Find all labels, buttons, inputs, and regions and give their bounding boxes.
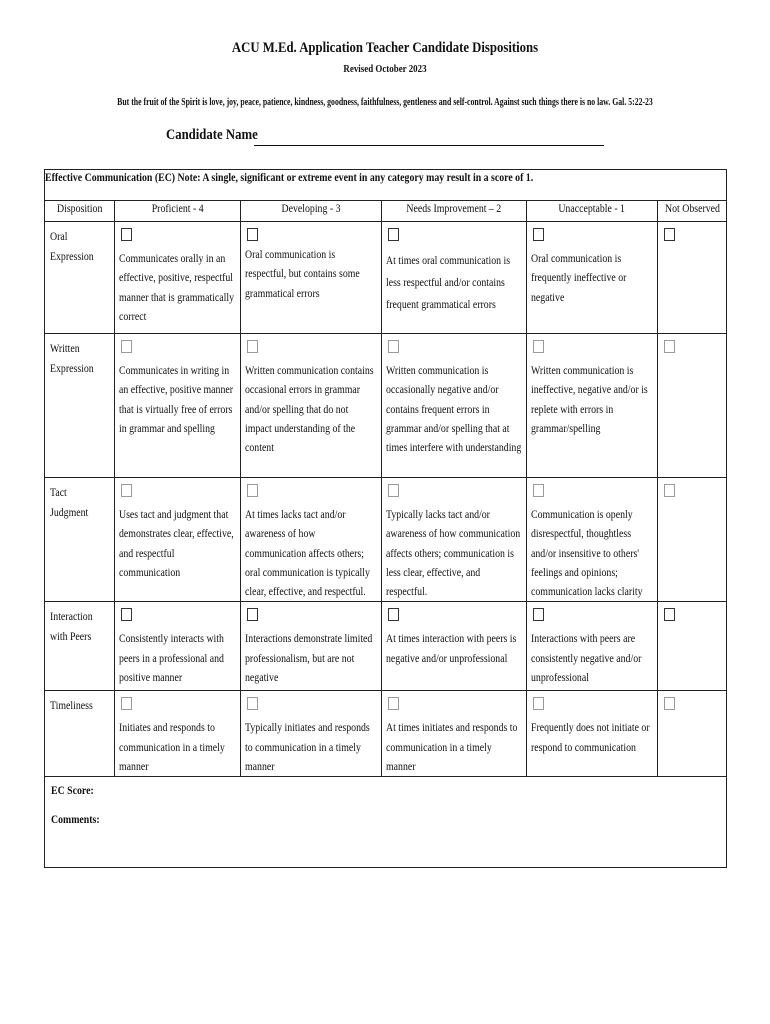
developing-cell	[241, 334, 382, 478]
proficient-cell	[115, 222, 241, 334]
disposition-label: Written Expression	[45, 334, 115, 478]
unacceptable-checkbox[interactable]	[533, 340, 544, 353]
needs-improvement-cell	[382, 602, 527, 691]
proficient-description: Uses tact and judgment that demonstrates clear, effective, and respectful communication	[119, 507, 234, 579]
needs-improvement-cell	[382, 478, 527, 602]
unacceptable-checkbox[interactable]	[533, 608, 544, 621]
unacceptable-description: Oral communication is frequently ineffective or negative	[531, 251, 627, 304]
unacceptable-description: Communication is openly disrespectful, thoughtless and/or insensitive to others' feelings and opinions; communication lacks clarity	[531, 507, 643, 599]
not-observed-cell	[658, 691, 727, 777]
column-header-needs-improvement: Needs Improvement – 2	[382, 201, 527, 222]
unacceptable-checkbox[interactable]	[533, 697, 544, 710]
not-observed-checkbox[interactable]	[664, 484, 675, 497]
needs-improvement-checkbox[interactable]	[388, 697, 399, 710]
not-observed-cell	[658, 222, 727, 334]
developing-checkbox[interactable]	[247, 228, 258, 241]
developing-checkbox[interactable]	[247, 340, 258, 353]
developing-description: Interactions demonstrate limited professionalism, but are not negative	[245, 631, 373, 685]
developing-checkbox[interactable]	[247, 697, 258, 710]
not-observed-checkbox[interactable]	[664, 340, 675, 353]
proficient-description: Initiates and responds to communication in a timely manner	[119, 720, 225, 774]
proficient-cell	[115, 334, 241, 478]
not-observed-cell	[658, 602, 727, 691]
column-header-proficient: Proficient - 4	[115, 201, 241, 222]
developing-cell	[241, 691, 382, 777]
not-observed-cell	[658, 334, 727, 478]
needs-improvement-cell	[382, 334, 527, 478]
unacceptable-description: Written communication is ineffective, negative and/or is replete with errors in grammar/spelling	[531, 363, 648, 435]
not-observed-checkbox[interactable]	[664, 697, 675, 710]
unacceptable-description: Interactions with peers are consistently negative and/or unprofessional	[531, 631, 642, 685]
disposition-label: Tact Judgment	[45, 478, 115, 602]
revision-date: Revised October 2023	[343, 64, 427, 75]
needs-improvement-description: At times interaction with peers is negative and/or unprofessional	[386, 631, 517, 665]
rubric-row-written-expression	[45, 334, 727, 478]
column-header-disposition: Disposition	[45, 201, 115, 222]
score-comments-cell[interactable]	[45, 777, 727, 868]
needs-improvement-description: At times initiates and responds to communication in a timely manner	[386, 720, 518, 774]
proficient-cell	[115, 691, 241, 777]
needs-improvement-description: At times oral communication is less respectful and/or contains frequent grammatical errors	[386, 253, 511, 311]
unacceptable-cell	[527, 691, 658, 777]
unacceptable-checkbox[interactable]	[533, 484, 544, 497]
rubric-row-oral-expression	[45, 222, 727, 334]
comments-label: Comments:	[51, 812, 100, 827]
developing-checkbox[interactable]	[247, 484, 258, 497]
dispositions-rubric-table	[44, 169, 727, 868]
developing-description: Typically initiates and responds to communication in a timely manner	[245, 720, 370, 774]
ec-score-label: EC Score:	[51, 783, 94, 798]
developing-cell	[241, 478, 382, 602]
rubric-row-timeliness	[45, 691, 727, 777]
document-title: ACU M.Ed. Application Teacher Candidate Dispositions	[231, 40, 539, 56]
disposition-label: Timeliness	[45, 691, 115, 777]
unacceptable-cell	[527, 222, 658, 334]
section-header-row	[45, 170, 727, 201]
developing-description: Oral communication is respectful, but contains some grammatical errors	[245, 247, 360, 300]
column-header-unacceptable: Unacceptable - 1	[527, 201, 658, 222]
not-observed-cell	[658, 478, 727, 602]
unacceptable-cell	[527, 602, 658, 691]
needs-improvement-description: Typically lacks tact and/or awareness of how communication affects others; communication is less clear, effective, and respectful.	[386, 507, 521, 599]
needs-improvement-description: Written communication is occasionally negative and/or contains frequent errors in grammar and/or spelling that at times interfere with understanding	[386, 363, 522, 455]
column-header-developing: Developing - 3	[241, 201, 382, 222]
proficient-description: Communicates orally in an effective, positive, respectful manner that is grammatically correct	[119, 251, 235, 323]
candidate-name-label: Candidate Name	[166, 127, 258, 143]
unacceptable-checkbox[interactable]	[533, 228, 544, 241]
rubric-row-tact-judgment	[45, 478, 727, 602]
needs-improvement-checkbox[interactable]	[388, 340, 399, 353]
proficient-cell	[115, 602, 241, 691]
not-observed-checkbox[interactable]	[664, 608, 675, 621]
not-observed-checkbox[interactable]	[664, 228, 675, 241]
developing-description: Written communication contains occasional errors in grammar and/or spelling that do not impact understanding of the content	[245, 363, 374, 455]
proficient-checkbox[interactable]	[121, 697, 132, 710]
disposition-label: Oral Expression	[45, 222, 115, 334]
needs-improvement-cell	[382, 691, 527, 777]
developing-cell	[241, 602, 382, 691]
proficient-checkbox[interactable]	[121, 484, 132, 497]
needs-improvement-checkbox[interactable]	[388, 608, 399, 621]
column-header-not-observed: Not Observed	[658, 201, 727, 222]
disposition-label: Interaction with Peers	[45, 602, 115, 691]
proficient-checkbox[interactable]	[121, 340, 132, 353]
section-heading: Effective Communication (EC) Note: A single, significant or extreme event in any category may result in a score of 1.	[45, 170, 727, 201]
candidate-name-field[interactable]	[254, 145, 604, 146]
proficient-checkbox[interactable]	[121, 228, 132, 241]
rubric-row-interaction-with-peers	[45, 602, 727, 691]
proficient-cell	[115, 478, 241, 602]
unacceptable-cell	[527, 478, 658, 602]
needs-improvement-checkbox[interactable]	[388, 484, 399, 497]
proficient-description: Communicates in writing in an effective, positive manner that is virtually free of errors in grammar and spelling	[119, 363, 234, 435]
developing-checkbox[interactable]	[247, 608, 258, 621]
unacceptable-description: Frequently does not initiate or respond to communication	[531, 720, 650, 754]
proficient-checkbox[interactable]	[121, 608, 132, 621]
unacceptable-cell	[527, 334, 658, 478]
needs-improvement-checkbox[interactable]	[388, 228, 399, 241]
developing-description: At times lacks tact and/or awareness of how communication affects others; oral communication is typically clear, effective, and respectful.	[245, 507, 370, 599]
developing-cell	[241, 222, 382, 334]
proficient-description: Consistently interacts with peers in a professional and positive manner	[119, 631, 224, 685]
score-comments-row	[45, 777, 727, 868]
needs-improvement-cell	[382, 222, 527, 334]
scripture-verse: But the fruit of the Spirit is love, joy, peace, patience, kindness, goodness, faithfulness, gentleness and self-control. Against such things there is no law. Gal. 5:22-23	[117, 97, 653, 108]
column-header-row	[45, 201, 727, 222]
